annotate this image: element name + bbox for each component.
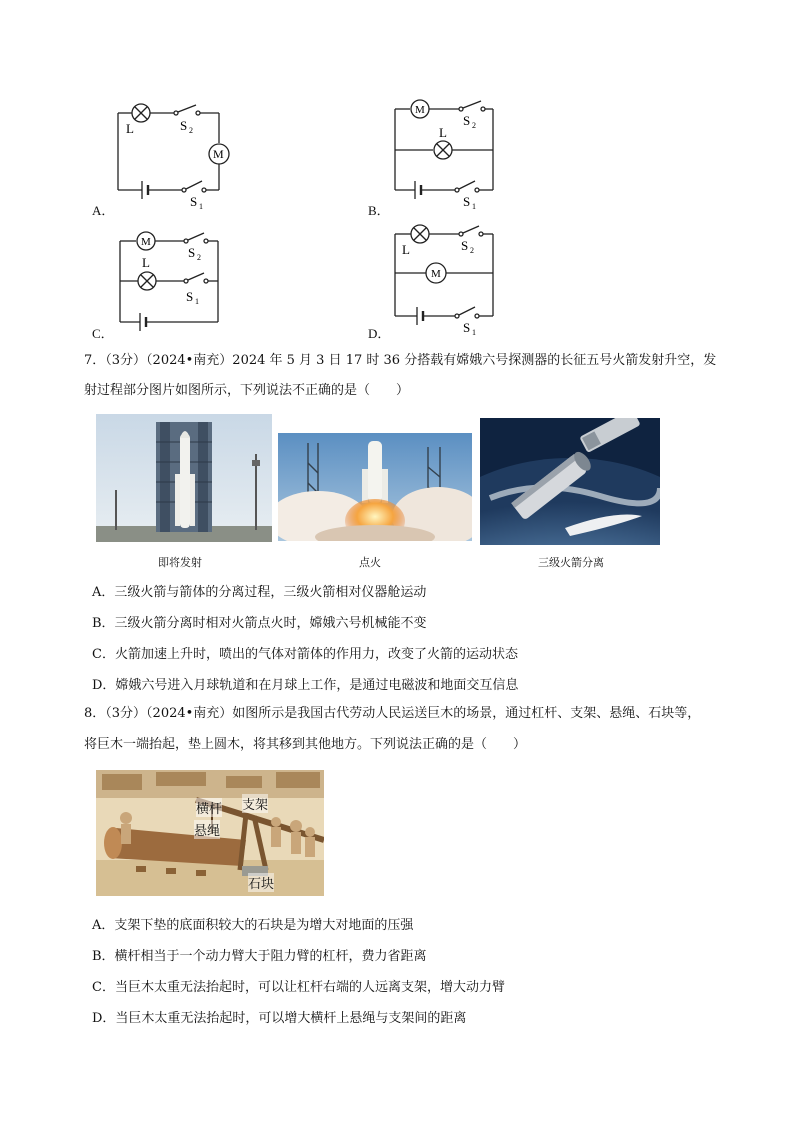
svg-text:2: 2 (197, 253, 201, 262)
svg-text:1: 1 (472, 328, 476, 337)
motor-label: M (141, 236, 151, 248)
motor-label: M (213, 147, 224, 161)
switch-s2-label: S (463, 113, 471, 128)
q7-option-d[interactable]: D．嫦娥六号进入月球轨道和在月球上工作，是通过电磁波和地面交互信息 (92, 678, 519, 693)
photo-stage-separation (480, 418, 660, 545)
q7-option-c[interactable]: C．火箭加速上升时，喷出的气体对箭体的作用力，改变了火箭的运动状态 (92, 647, 518, 662)
caption-launch: 即将发射 (158, 556, 202, 569)
label-stone-block: 石块 (248, 873, 274, 892)
caption-ignition: 点火 (359, 556, 381, 569)
q8-option-a[interactable]: A．支架下垫的底面积较大的石块是为增大对地面的压强 (92, 918, 414, 933)
circuit-diagram-d (365, 220, 525, 340)
svg-text:1: 1 (195, 297, 199, 306)
photo-rocket-ignition (278, 433, 472, 541)
motor-label: M (431, 268, 441, 280)
lamp-label: L (142, 255, 150, 270)
q8-stem-line2: 将巨木一端抬起，垫上圆木，将其移到其他地方。下列说法正确的是（ ） (84, 737, 527, 752)
svg-text:1: 1 (199, 202, 203, 211)
svg-text:1: 1 (472, 202, 476, 211)
q8-option-b[interactable]: B．横杆相当于一个动力臂大于阻力臂的杠杆，费力省距离 (92, 949, 427, 964)
circuit-diagram-c (90, 225, 250, 335)
lamp-label: L (402, 242, 410, 257)
svg-text:2: 2 (472, 121, 476, 130)
motor-label: M (415, 104, 425, 116)
option-letter-d: D． (368, 326, 391, 341)
option-letter-c: C． (92, 326, 114, 341)
switch-s2-label: S (461, 238, 469, 253)
option-letter-b: B． (368, 203, 390, 218)
option-letter-a: A． (92, 203, 115, 218)
photo-rocket-on-pad (96, 414, 272, 542)
q7-stem-line2: 射过程部分图片如图所示，下列说法不正确的是（ ） (84, 383, 410, 398)
switch-s1-label: S (463, 320, 471, 335)
q7-option-a[interactable]: A．三级火箭与箭体的分离过程，三级火箭相对仪器舱运动 (92, 585, 427, 600)
label-crossbar: 横杆 (196, 798, 222, 817)
switch-s2-label: S (188, 245, 196, 260)
lamp-label: L (439, 125, 447, 140)
caption-separation: 三级火箭分离 (538, 556, 604, 569)
switch-s1-label: S (463, 194, 471, 209)
switch-s1-label: S (190, 194, 198, 209)
q8-option-c[interactable]: C．当巨木太重无法抬起时，可以让杠杆右端的人远离支架，增大动力臂 (92, 980, 505, 995)
svg-text:2: 2 (470, 246, 474, 255)
illustration-moving-giant-log (96, 770, 324, 896)
switch-s2-label: S (180, 118, 188, 133)
label-hanging-rope: 悬绳 (194, 820, 220, 839)
q7-stem-line1: 7．（3分）（2024•南充）2024 年 5 月 3 日 17 时 36 分搭载有嫦娥六号探测器的长征五号火箭发射升空，发 (84, 353, 717, 368)
svg-text:2: 2 (189, 126, 193, 135)
label-support: 支架 (242, 794, 268, 813)
q8-stem-line1: 8．（3分）（2024•南充）如图所示是我国古代劳动人民运送巨木的场景，通过杠杆、支架、悬绳、石块等， (84, 706, 701, 721)
q8-option-d[interactable]: D．当巨木太重无法抬起时，可以增大横杆上悬绳与支架间的距离 (92, 1011, 467, 1026)
switch-s1-label: S (186, 289, 194, 304)
q7-option-b[interactable]: B．三级火箭分离时相对火箭点火时，嫦娥六号机械能不变 (92, 616, 427, 631)
lamp-label: L (126, 121, 134, 136)
